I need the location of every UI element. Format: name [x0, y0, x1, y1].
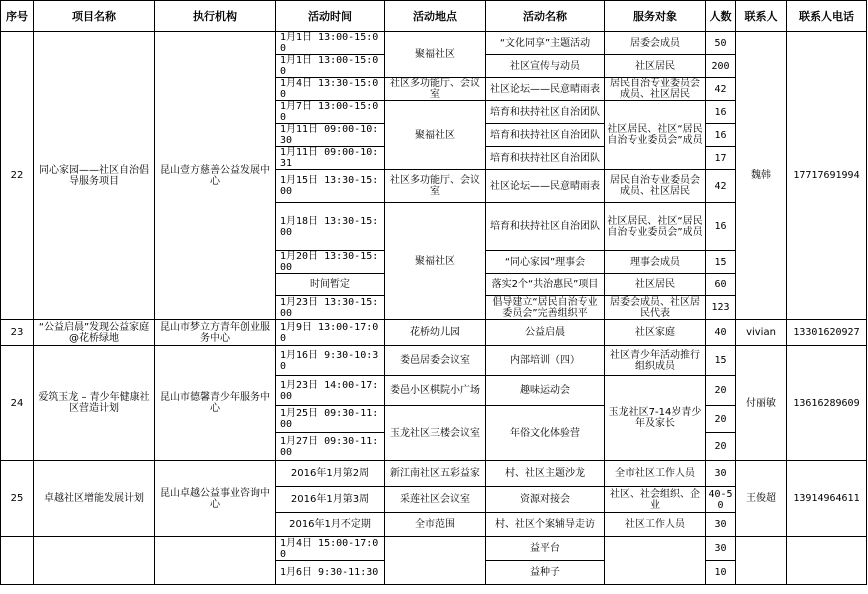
activity-name: 培育和扶持社区自治团队 — [486, 101, 605, 124]
activity-name: “文化同享”主题活动 — [486, 32, 605, 55]
participant-count: 16 — [706, 124, 736, 147]
service-target: 社区居民 — [605, 274, 706, 296]
activity-time: 1月20日 13:30-15:00 — [276, 251, 385, 274]
activity-time: 1月9日 13:00-17:00 — [276, 320, 385, 346]
row-number: 24 — [1, 346, 34, 461]
activity-place: 玉龙社区三楼会议室 — [385, 406, 486, 461]
project-name — [34, 537, 155, 585]
service-target: 玉龙社区7-14岁青少年及家长 — [605, 376, 706, 461]
contact-phone: 13616289609 — [787, 346, 867, 461]
activity-time: 1月18日 13:30-15:00 — [276, 203, 385, 251]
activity-place: 聚福社区 — [385, 101, 486, 170]
activity-time: 1月27日 09:30-11:00 — [276, 433, 385, 461]
activity-time: 1月16日 9:30-10:30 — [276, 346, 385, 376]
participant-count: 40 — [706, 320, 736, 346]
contact-person: 王俊超 — [736, 461, 787, 537]
participant-count: 200 — [706, 55, 736, 78]
contact-person: 魏韩 — [736, 32, 787, 320]
row-number — [1, 537, 34, 585]
activity-name: 内部培训（四） — [486, 346, 605, 376]
header-cell: 联系人电话 — [787, 1, 867, 32]
participant-count: 40-50 — [706, 487, 736, 513]
header-cell: 活动名称 — [486, 1, 605, 32]
activity-time: 2016年1月不定期 — [276, 513, 385, 537]
contact-person: 付丽敏 — [736, 346, 787, 461]
service-target — [605, 537, 706, 585]
participant-count: 20 — [706, 433, 736, 461]
participant-count: 50 — [706, 32, 736, 55]
activity-name: 社区论坛——民意晴雨表 — [486, 170, 605, 203]
participant-count: 16 — [706, 101, 736, 124]
activity-place: 娄邑居委会议室 — [385, 346, 486, 376]
service-target: 社区家庭 — [605, 320, 706, 346]
activity-time: 1月6日 9:30-11:30 — [276, 561, 385, 585]
activity-place: 花桥幼儿园 — [385, 320, 486, 346]
activity-place: 新江南社区五彩益家 — [385, 461, 486, 487]
activity-name: 趣味运动会 — [486, 376, 605, 406]
activity-time: 1月1日 13:00-15:00 — [276, 55, 385, 78]
activity-place: 采莲社区会议室 — [385, 487, 486, 513]
activity-time: 1月4日 13:30-15:00 — [276, 78, 385, 101]
activity-time: 1月11日 09:00-10:30 — [276, 124, 385, 147]
participant-count: 20 — [706, 376, 736, 406]
service-target: 社区工作人员 — [605, 513, 706, 537]
participant-count: 15 — [706, 346, 736, 376]
participant-count: 42 — [706, 78, 736, 101]
organization: 昆山市梦立方青年创业服务中心 — [155, 320, 276, 346]
contact-person: vivian — [736, 320, 787, 346]
contact-phone: 17717691994 — [787, 32, 867, 320]
activity-place: 聚福社区 — [385, 203, 486, 320]
activity-name: 培育和扶持社区自治团队 — [486, 147, 605, 170]
service-target: 居民自治专业委员会成员、社区居民 — [605, 78, 706, 101]
table-row — [1, 32, 867, 55]
table-row — [1, 537, 867, 561]
service-target: 社区青少年活动推行组织成员 — [605, 346, 706, 376]
participant-count: 20 — [706, 406, 736, 433]
participant-count: 60 — [706, 274, 736, 296]
activity-time: 2016年1月第3周 — [276, 487, 385, 513]
participant-count: 30 — [706, 513, 736, 537]
activity-time: 1月25日 09:30-11:00 — [276, 406, 385, 433]
header-cell: 序号 — [1, 1, 34, 32]
service-target: 居委会成员、社区居民代表 — [605, 296, 706, 320]
table-row — [1, 461, 867, 487]
header-cell: 活动地点 — [385, 1, 486, 32]
service-target: 理事会成员 — [605, 251, 706, 274]
participant-count: 30 — [706, 537, 736, 561]
project-name: 爱筑玉龙 – 青少年健康社区营造计划 — [34, 346, 155, 461]
table-row — [1, 320, 867, 346]
activity-time: 1月7日 13:00-15:00 — [276, 101, 385, 124]
activity-time: 1月23日 14:00-17:00 — [276, 376, 385, 406]
activity-time: 时间暂定 — [276, 274, 385, 296]
participant-count: 42 — [706, 170, 736, 203]
project-name: 同心家园——社区自治倡导服务项目 — [34, 32, 155, 320]
activity-name: 培育和扶持社区自治团队 — [486, 124, 605, 147]
activity-time: 1月23日 13:30-15:00 — [276, 296, 385, 320]
activity-name: 资源对接会 — [486, 487, 605, 513]
header-cell: 人数 — [706, 1, 736, 32]
contact-phone: 13301620927 — [787, 320, 867, 346]
activity-name: 年俗文化体验营 — [486, 406, 605, 461]
activity-time: 1月15日 13:30-15:00 — [276, 170, 385, 203]
service-target: 居民自治专业委员会成员、社区居民 — [605, 170, 706, 203]
service-target: 社区居民、社区“居民自治专业委员会”成员 — [605, 203, 706, 251]
contact-phone: 13914964611 — [787, 461, 867, 537]
header-cell: 活动时间 — [276, 1, 385, 32]
header-cell: 联系人 — [736, 1, 787, 32]
service-target: 社区居民 — [605, 55, 706, 78]
activity-place: 社区多功能厅、会议室 — [385, 78, 486, 101]
row-number: 25 — [1, 461, 34, 537]
activity-place: 社区多功能厅、会议室 — [385, 170, 486, 203]
activity-name: 益平台 — [486, 537, 605, 561]
header-cell: 执行机构 — [155, 1, 276, 32]
activity-time: 1月4日 15:00-17:00 — [276, 537, 385, 561]
service-target: 社区、社会组织、企业 — [605, 487, 706, 513]
activity-time: 1月1日 13:00-15:00 — [276, 32, 385, 55]
participant-count: 16 — [706, 203, 736, 251]
participant-count: 15 — [706, 251, 736, 274]
activity-name: 村、社区主题沙龙 — [486, 461, 605, 487]
activity-place — [385, 537, 486, 585]
header-row — [1, 1, 867, 32]
organization — [155, 537, 276, 585]
activity-name: 村、社区个案辅导走访 — [486, 513, 605, 537]
service-target: 居委会成员 — [605, 32, 706, 55]
table-row — [1, 346, 867, 376]
row-number: 23 — [1, 320, 34, 346]
contact-phone — [787, 537, 867, 585]
activity-place: 聚福社区 — [385, 32, 486, 78]
activity-name: 社区论坛——民意晴雨表 — [486, 78, 605, 101]
header-cell: 项目名称 — [34, 1, 155, 32]
row-number: 22 — [1, 32, 34, 320]
service-target: 全市社区工作人员 — [605, 461, 706, 487]
activity-name: 倡导建立“居民自治专业委员会”完善组织平 — [486, 296, 605, 320]
activity-name: 社区宣传与动员 — [486, 55, 605, 78]
activity-time: 2016年1月第2周 — [276, 461, 385, 487]
activity-name: 公益启晨 — [486, 320, 605, 346]
participant-count: 10 — [706, 561, 736, 585]
participant-count: 123 — [706, 296, 736, 320]
activity-place: 娄邑小区棋院小广场 — [385, 376, 486, 406]
contact-person — [736, 537, 787, 585]
organization: 昆山卓越公益事业咨询中心 — [155, 461, 276, 537]
project-name: 卓越社区增能发展计划 — [34, 461, 155, 537]
header-cell: 服务对象 — [605, 1, 706, 32]
activity-place: 全市范围 — [385, 513, 486, 537]
organization: 昆山壹方慈善公益发展中心 — [155, 32, 276, 320]
activity-name: “同心家园”理事会 — [486, 251, 605, 274]
activity-name: 落实2个“共治惠民”项目 — [486, 274, 605, 296]
participant-count: 30 — [706, 461, 736, 487]
participant-count: 17 — [706, 147, 736, 170]
activity-name: 培育和扶持社区自治团队 — [486, 203, 605, 251]
project-name: “公益启晨”发现公益家庭@花桥绿地 — [34, 320, 155, 346]
organization: 昆山市德馨青少年服务中心 — [155, 346, 276, 461]
activity-name: 益种子 — [486, 561, 605, 585]
service-target: 社区居民、社区“居民自治专业委员会”成员 — [605, 101, 706, 170]
activity-time: 1月11日 09:00-10:31 — [276, 147, 385, 170]
